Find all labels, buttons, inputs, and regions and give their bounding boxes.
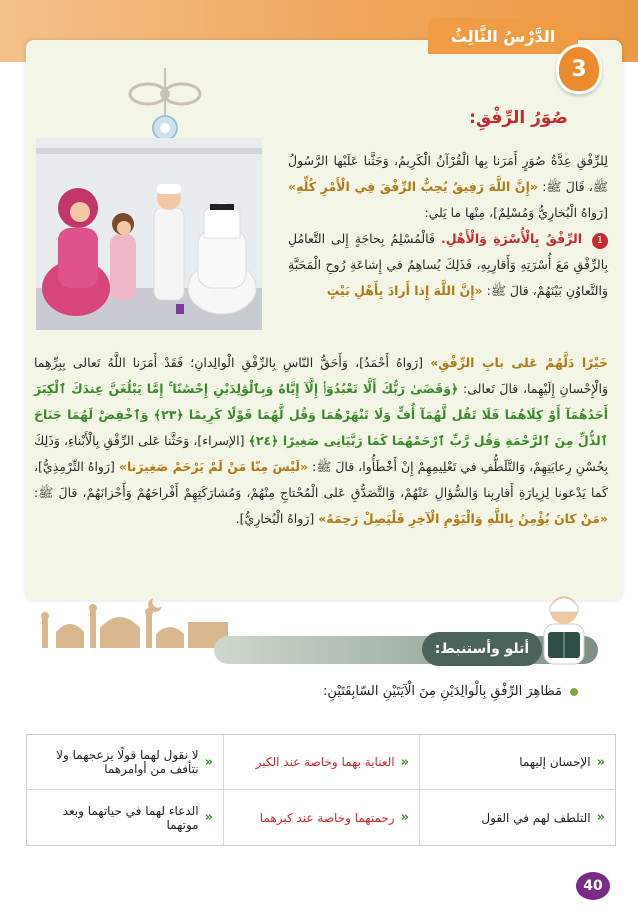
answer-cell [223, 735, 419, 790]
intro-paragraph [288, 148, 608, 304]
hadith-reference: [رَواهُ التِّرْمِذِيُّ]، [34, 459, 115, 474]
family-illustration [36, 138, 262, 330]
answer-text: التلطف لهم في القول [481, 810, 591, 825]
item-hadith: «إِنَّ اللَّهَ إِذا أَرادَ بِأَهْلِ بَيْتٍ [326, 283, 483, 298]
reflect-label: أتلو وأستنبط: [422, 632, 542, 666]
item-number-badge: 1 [592, 233, 608, 249]
hadith-reference: [رَواهُ الْبُخارِيُّ وَمُسْلِمٌ]، مِنْها ما يَلي: [424, 205, 608, 220]
hadith-kinship: «مَنْ كانَ يُؤْمِنُ بِاللَّهِ وَالْيَوْمِ الْآخِرِ فَلْيَصِلْ رَحِمَهُ» [318, 511, 608, 526]
reading-boy-icon [528, 588, 598, 668]
chevron-icon: « [400, 754, 409, 770]
answer-text: الدعاء لهما في حياتهما وبعد موتهما [62, 803, 199, 832]
body-paragraph [34, 350, 608, 532]
section-title: صُوَرُ الرِّفْقِ: [469, 108, 568, 128]
mosque-skyline-icon [34, 592, 234, 648]
answers-table [26, 734, 616, 846]
answer-cell [223, 790, 419, 845]
question-text: مَظاهِرَ الرِّفْقِ بِالْوالِدَيْنِ مِنَ الْآيَتَيْنِ السّابِقَتَيْنِ: [323, 684, 562, 699]
answer-text: رحمتهما وخاصة عند كبرهما [259, 810, 395, 825]
quran-verse: ﴿وَقَضَىٰ رَبُّكَ أَلَّا تَعْبُدُوٓا۟ إِلَّآ إِيَّاهُ وَبِٱلْوَٰلِدَيْنِ إِحْسَٰنًا ۚ إِمَّا يَبْلُغَنَّ عِندَكَ ٱلْكِبَرَ أَحَدُهُمَآ أَوْ كِلَاهُمَا فَلَا تَقُل لَّهُمَآ أُفٍّ وَلَا تَنْهَرْهُمَا وَقُل لَّهُمَا قَوْلًا كَرِيمًا ﴿٢٣﴾ وَٱخْفِضْ لَهُمَا جَنَاحَ ٱلذُّلِّ مِنَ ٱلرَّحْمَةِ وَقُل رَّبِّ ٱرْحَمْهُمَا كَمَا رَبَّيَانِى صَغِيرًا ﴿٢٤﴾ [34, 381, 608, 448]
reflect-question [323, 684, 578, 699]
answer-text: لا نقول لهما قولًا يزعجهما ولا نتأفف من أوامرهما [56, 748, 199, 776]
answer-text: العناية بهما وخاصة عند الكبر [255, 755, 395, 769]
verse-reference: [الإسراء]، [193, 433, 245, 448]
lesson-label: الدَّرْسُ الثَّالِثُ [428, 18, 578, 54]
intro-text: لِلرِّفْقِ عِدَّةُ صُوَرٍ أَمَرَنا بِها الْقُرْآنُ الْكَرِيمُ، وَحَثَّنا عَلَيْها الرَّسُولُ ﷺ، قَالَ ﷺ: [288, 153, 608, 194]
ribbon-bow-icon [120, 68, 210, 148]
item-title: الرِّفْقُ بِالْأُسْرَةِ وَالْأَهْلِ. [440, 231, 582, 246]
chevron-icon: « [204, 810, 213, 825]
item-text: فَالْمُسْلِمُ بِحاجَةٍ إِلى التَّعامُلِ بِالرِّفْقِ مَعَ أُسْرَتِهِ وَأَقارِبِهِ، فَذَلِكَ يُساهِمُ في إِشاعَةِ رُوحِ الْمَحَبَّةِ وَالتَّعاوُنِ بَيْنَهُمْ، قالَ ﷺ: [288, 231, 608, 298]
hadith-end: خَيْرًا دَلَّهُمْ عَلى بابِ الرِّفْقِ» [430, 355, 609, 370]
lesson-number-badge: 3 [556, 44, 602, 94]
bullet-icon [570, 688, 578, 696]
chevron-icon: « [596, 754, 605, 770]
hadith-rifq: «إِنَّ اللَّهَ رَفِيقٌ يُحِبُّ الرِّفْقَ فِي الْأَمْرِ كُلِّهِ» [288, 179, 538, 194]
answer-text: الإحسان إليهما [519, 755, 591, 769]
chevron-icon: « [400, 810, 409, 825]
hadith-reference: [رَواهُ أَحْمَدُ]، [355, 355, 424, 370]
body-text: كَما يَدْعونا لِزِيارَةِ أَقارِبِنا وَالسُّؤالِ عَنْهُمْ، وَالتَّصَدُّقِ عَلى الْمُحْتاجِ مِنْهُمْ، وَمُشارَكَتِهِمْ أَفْراحَهُمْ وَأَحْزانَهُمْ، قالَ ﷺ: [34, 485, 608, 500]
page-number: 40 [576, 872, 610, 900]
body-text: وَأَحَقُّ النّاسِ بِالرِّفْقِ الْوالِدانِ؛ فَقَدْ أَمَرَنا اللَّهُ تَعالى بِبِرِّهِما وَالْإِحْسانِ إِلَيْهِما، قالَ تَعالى: [34, 355, 608, 396]
chevron-icon: « [204, 754, 213, 770]
answer-cell [419, 790, 615, 845]
answer-cell [27, 735, 223, 790]
chevron-icon: « [596, 810, 605, 825]
hadith-mercy: «لَيْسَ مِنّا مَنْ لَمْ يَرْحَمْ صَغِيرَنا» [118, 459, 309, 474]
answer-cell [419, 735, 615, 790]
hadith-reference: [رَواهُ الْبُخارِيُّ]. [235, 511, 315, 526]
answer-cell [27, 790, 223, 845]
body-text: وَحَثَّنا عَلى الرِّفْقِ بِالْأَبْناءِ، وَذَلِكَ بِحُسْنِ رِعايَتِهِمْ، وَالتَّلَطُّفِ في تَعْلِيمِهِمْ إِنْ أَخْطَأُوا، قالَ ﷺ: [34, 433, 608, 474]
